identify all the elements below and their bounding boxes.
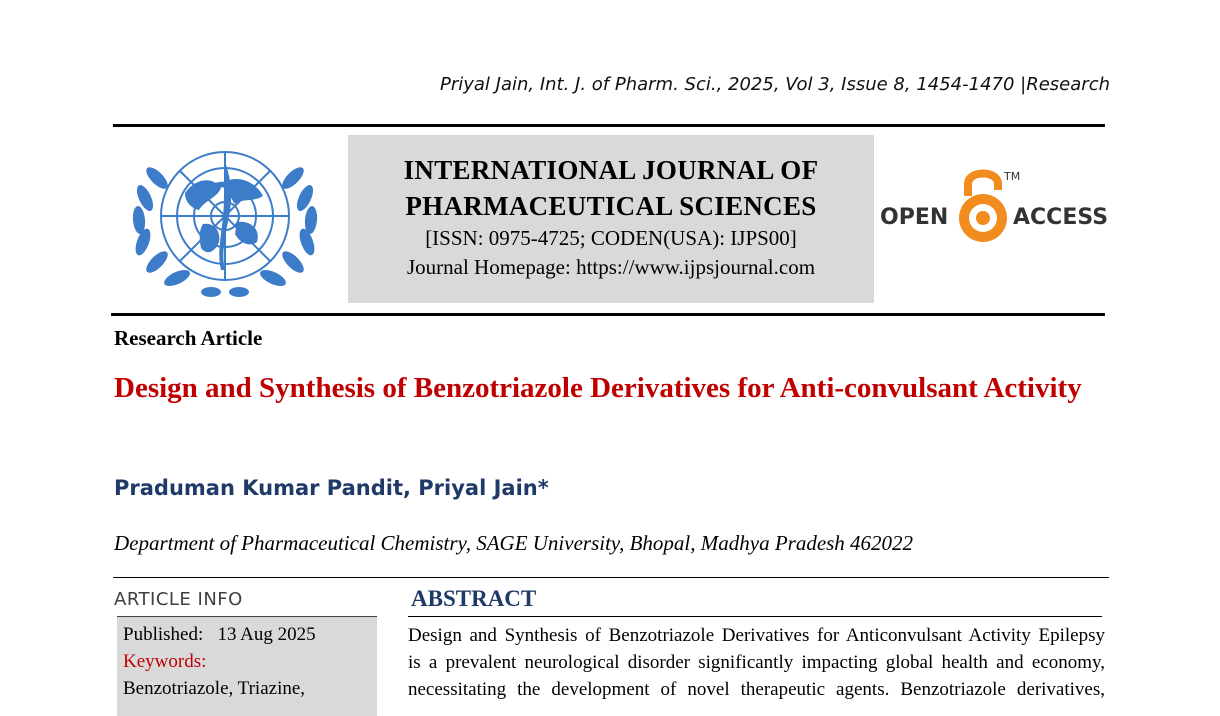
published-date: 13 Aug 2025 (217, 624, 316, 645)
abstract-line: Design and Synthesis of Benzotriazole Derivatives for Anticonvulsant Activity Epilepsy (408, 625, 1105, 646)
citation-header: Priyal Jain, Int. J. of Pharm. Sci., 2025, Vol 3, Issue 8, 1454-1470 |Research (439, 74, 1110, 95)
open-lock-icon (959, 174, 1007, 243)
journal-name-line2: PHARMACEUTICAL SCIENCES (405, 191, 817, 221)
journal-name-line1: INTERNATIONAL JOURNAL OF (403, 155, 819, 185)
header-top-rule (113, 124, 1105, 127)
open-access-word-access: ACCESS (1013, 205, 1108, 230)
author-affiliation: Department of Pharmaceutical Chemistry, SAGE University, Bhopal, Madhya Pradesh 462022 (114, 531, 914, 555)
un-emblem-logo (125, 138, 325, 306)
open-access-trademark: TM (1004, 170, 1021, 183)
open-access-word-open: OPEN (880, 205, 949, 230)
abstract-body (408, 622, 1105, 703)
journal-homepage-link[interactable]: Journal Homepage: https://www.ijpsjournal.com (406, 255, 816, 279)
journal-issn: [ISSN: 0975-4725; CODEN(USA): IJPS00] (425, 226, 797, 250)
journal-title-box (348, 135, 874, 303)
keywords-list: Benzotriazole, Triazine, (123, 678, 306, 699)
abstract-line: necessitating the development of novel therapeutic agents. Benzotriazole derivatives, (408, 679, 1105, 700)
abstract-line: is a prevalent neurological disorder significantly impacting global health and economy, (408, 652, 1105, 673)
keywords-label: Keywords: (123, 651, 207, 672)
open-access-logo (878, 162, 1108, 254)
article-title: Design and Synthesis of Benzotriazole Derivatives for Anti-convulsant Activity (114, 372, 1082, 404)
article-authors: Praduman Kumar Pandit, Priyal Jain* (114, 476, 549, 500)
section-divider (113, 577, 1109, 578)
abstract-heading: ABSTRACT (411, 586, 537, 611)
abstract-rule (408, 616, 1102, 617)
published-row (123, 621, 371, 648)
article-info-box (117, 616, 377, 716)
article-info-heading: ARTICLE INFO (114, 589, 243, 610)
header-bottom-rule (111, 313, 1105, 316)
article-type-label: Research Article (114, 326, 263, 350)
published-label: Published: (123, 624, 204, 645)
